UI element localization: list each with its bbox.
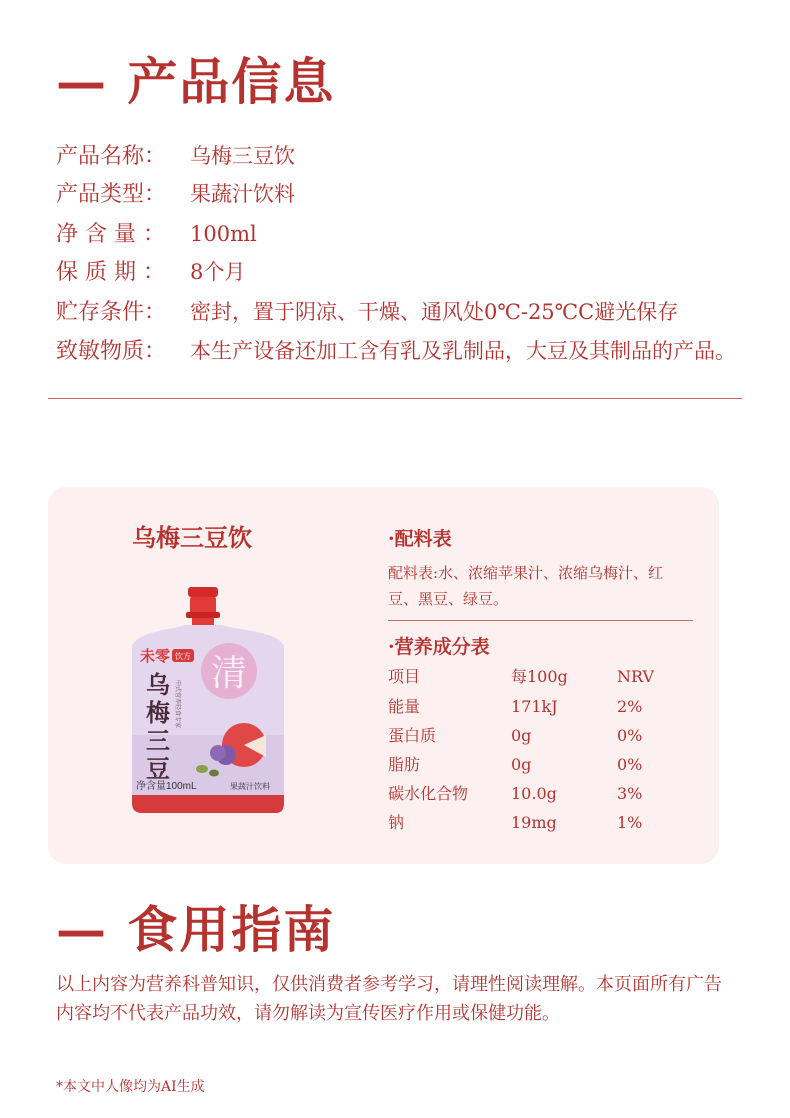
- nutrition-item: 脂肪: [388, 755, 421, 774]
- nutrition-nrv: 0%: [617, 755, 643, 774]
- nutrition-per: 0g: [511, 726, 532, 745]
- product-info-title: — 产品信息: [56, 52, 336, 111]
- info-label: 净 含 量 ：: [56, 222, 165, 247]
- nutrition-header-per: 每100g: [511, 667, 568, 686]
- pouch-name-char: 豆: [146, 755, 170, 783]
- nutrition-per: 0g: [511, 755, 532, 774]
- pouch-brand-tag: 饮方: [175, 652, 191, 661]
- info-label: 产品类型：: [56, 182, 167, 207]
- ingredients-heading: ·配料表: [388, 528, 452, 550]
- pouch-net-content: 净含量100mL: [136, 781, 197, 792]
- nutrition-nrv: 3%: [617, 784, 643, 803]
- info-value: 乌梅三豆饮: [190, 144, 295, 168]
- nutrition-nrv: 0%: [617, 726, 643, 745]
- info-row-net-content: [56, 216, 257, 252]
- nutrition-per: 19mg: [511, 813, 557, 832]
- nutrition-heading: ·营养成分表: [388, 636, 490, 658]
- nutrition-per: 171kJ: [511, 697, 558, 716]
- guide-title: — 食用指南: [56, 900, 336, 959]
- info-row-shelf-life: [56, 254, 245, 290]
- nutrition-item: 碳水化合物: [388, 784, 469, 803]
- info-label: 贮存条件：: [56, 300, 167, 325]
- nutrition-per: 10.0g: [511, 784, 557, 803]
- info-label: 产品名称：: [56, 144, 167, 169]
- nutrition-header-item: 项目: [388, 667, 421, 686]
- guide-text: 以上内容为营养科普知识，仅供消费者参考学习，请理性阅读理解。本页面所有广告内容均不代表产品功效，请勿解读为宣传医疗作用或保健功能。: [56, 974, 722, 1024]
- product-pouch-image: [126, 585, 284, 817]
- nutrition-item: 蛋白质: [388, 726, 437, 745]
- section-divider: [48, 398, 742, 399]
- card-divider: [388, 620, 693, 621]
- info-label: 致敏物质：: [56, 339, 167, 364]
- info-label: 保 质 期 ：: [56, 260, 165, 285]
- pouch-category: 果蔬汁饮料: [230, 782, 270, 791]
- info-value: 本生产设备还加工含有乳及乳制品，大豆及其制品的产品。: [190, 339, 736, 363]
- info-value: 8个月: [190, 260, 246, 284]
- info-row-type: [56, 176, 295, 212]
- stamp-char: 清: [210, 653, 248, 694]
- nutrition-item: 能量: [388, 697, 421, 716]
- pouch-brand: 未零: [140, 648, 171, 665]
- pouch-name-char: 乌: [146, 671, 170, 699]
- pouch-name-char: 梅: [146, 699, 170, 727]
- card-product-name: 乌梅三豆饮: [132, 523, 252, 552]
- info-row-name: [56, 138, 295, 174]
- pouch-name-char: 三: [146, 727, 170, 755]
- nutrition-item: 钠: [388, 813, 405, 832]
- info-value: 100ml: [190, 222, 257, 246]
- info-row-allergen: [56, 333, 736, 369]
- footnote: *本文中人像均为AI生成: [56, 1079, 205, 1095]
- ingredients-text: 配料表:水、浓缩苹果汁、浓缩乌梅汁、红豆、黑豆、绿豆。: [388, 564, 664, 608]
- nutrition-nrv: 2%: [617, 697, 643, 716]
- info-value: 密封，置于阴凉、干燥、通风处0℃-25℃C避光保存: [190, 300, 679, 324]
- nutrition-header-nrv: NRV: [617, 667, 655, 686]
- info-row-storage: [56, 294, 678, 330]
- nutrition-nrv: 1%: [617, 813, 643, 832]
- pouch-subtitle: 中式营养轻食专家: [174, 680, 180, 729]
- info-value: 果蔬汁饮料: [190, 182, 295, 206]
